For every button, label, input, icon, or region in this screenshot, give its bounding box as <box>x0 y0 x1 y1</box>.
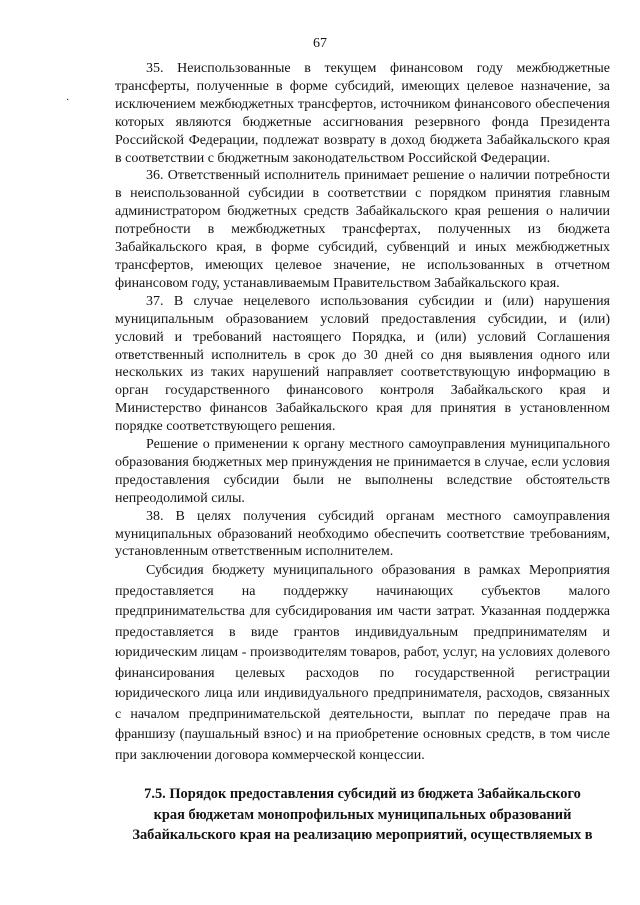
heading-line: Забайкальского края на реализацию мероприятий, осуществляемых в <box>132 827 593 844</box>
heading-line: края бюджетам монопрофильных муниципальных образований <box>153 806 572 823</box>
heading-line: 7.5. Порядок предоставления субсидий из бюджета Забайкальского <box>144 786 581 803</box>
paragraph-36: 36. Ответственный исполнитель принимает решение о наличии потребности в неиспользованной субсидии в соответствии с порядком принятия главным администратором бюджетных средств Забайкальского края решения о наличии потребности в межбюджетных трансфертах, полученных из бюджета Забайкальского края, в форме субсидий, субвенций и иных межбюджетных трансфертов, имеющих целевое значение, не использованных в отчетном финансовом году, устанавливаемым Правительством Забайкальского края. <box>115 168 610 291</box>
margin-mark: · <box>66 95 70 106</box>
page-body <box>115 60 610 846</box>
paragraph-38: 38. В целях получения субсидий органам местного самоуправления муниципальных образований необходимо обеспечить соответствие требованиям, установленным ответственным исполнителем. <box>115 508 610 560</box>
section-heading-7-5 <box>115 784 610 846</box>
paragraph-subsidy: Субсидия бюджету муниципального образования в рамках Мероприятия предоставляется на поддержку начинающих субъектов малого предпринимательства для субсидирования им части затрат. Указанная поддержка предоставляется в виде грантов индивидуальным предпринимателям и юридическим лицам - производителям товаров, работ, услуг, на условиях долевого финансирования целевых расходов по государственной регистрации юридического лица или индивидуального предпринимателя, расходов, связанных с началом предпринимательской деятельности, выплат по передаче прав на франшизу (паушальный взнос) и на приобретение основных средств, в том числе при заключении договора коммерческой концессии. <box>115 563 610 763</box>
page-number: 67 <box>313 36 327 51</box>
paragraph-35: 35. Неиспользованные в текущем финансовом году межбюджетные трансферты, полученные в форме субсидий, имеющих целевое назначение, за исключением межбюджетных трансфертов, источником финансового обеспечения которых являются бюджетные ассигнования резервного фонда Президента Российской Федерации, подлежат возврату в доход бюджета Забайкальского края в соответствии с бюджетным законодательством Российской Федерации. <box>115 61 610 166</box>
paragraph-37: 37. В случае нецелевого использования субсидии и (или) нарушения муниципальным образованием условий предоставления субсидии, и (или) условий и требований настоящего Порядка, и (или) условий Соглашения ответственный исполнитель в срок до 30 дней со дня выявления одного или нескольких из таких нарушений направляет соответствующую информацию в орган государственного финансового контроля Забайкальского края и Министерство финансов Забайкальского края для принятия в установленном порядке соответствующего решения. <box>115 293 610 435</box>
paragraph-37-decision: Решение о применении к органу местного самоуправления муниципального образования бюджетных мер принуждения не принимается в случае, если условия предоставления субсидии были не выполнены вследствие обстоятельств непреодолимой силы. <box>115 437 610 506</box>
